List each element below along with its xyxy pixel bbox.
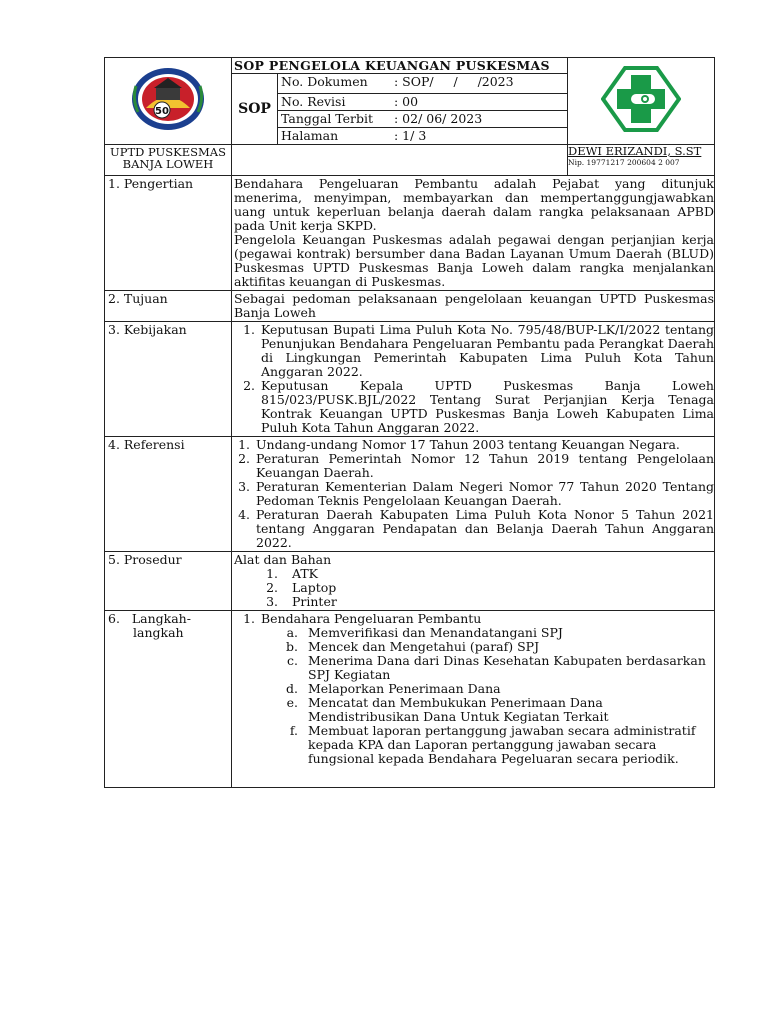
list-item: 1. Undang-undang Nomor 17 Tahun 2003 tentang Keuangan Negara. — [254, 438, 714, 452]
list-item: 3. Peraturan Kementerian Dalam Negeri Nomor 77 Tahun 2020 Tentang Pedoman Teknis Pengelolaan Keuangan Daerah. — [254, 480, 714, 508]
section-body-pengertian: Bendahara Pengeluaran Pembantu adalah Pejabat yang ditunjuk menerima, menyimpan, membayarkan dan mempertanggungjawabkan uang untuk keperluan belanja daerah dalam rangka pelaksanaan APBD pada Unit kerja SKPD. Pengelola Keuangan Puskesmas adalah pegawai dengan perjanjian kerja (pegawai kontrak) bersumber dana Badan Layanan Umum Daerah (BLUD) Puskesmas UPTD Puskesmas Banja Loweh dalam rangka menjalankan aktifitas keuangan di Puskesmas. — [232, 176, 715, 291]
health-logo-cell — [568, 58, 715, 145]
section-body-prosedur — [232, 552, 715, 611]
list-item: c. Menerima Dana dari Dinas Kesehatan Kabupaten berdasarkan SPJ Kegiatan — [302, 654, 714, 682]
meta-revision: No. Revisi : 00 — [278, 94, 568, 111]
meta-doc-number: No. Dokumen : SOP/ / /2023 — [278, 74, 568, 94]
list-item: 3. Printer — [282, 595, 714, 609]
list-item: d. Melaporkan Penerimaan Dana — [302, 682, 714, 696]
list-item: 4. Peraturan Daerah Kabupaten Lima Puluh Kota Nonor 5 Tahun 2021 tentang Anggaran Pendapatan dan Belanja Daerah Tahun Anggaran 2022. — [254, 508, 714, 550]
list-item: 2. Keputusan Kepala UPTD Puskesmas Banja Loweh 815/023/PUSK.BJL/2022 Tentang Surat Perjanjian Kerja Tenaga Kontrak Keuangan UPTD Puskesmas Banja Loweh Kabupaten Lima Puluh Kota Tahun Anggaran 2022. — [259, 379, 714, 435]
puskesmas-logo-icon — [601, 66, 681, 132]
org-name: UPTD PUSKESMAS BANJA LOWEH — [105, 145, 232, 176]
regency-emblem-icon — [130, 66, 206, 132]
section-body-referensi — [232, 437, 715, 552]
list-item: 1. Keputusan Bupati Lima Puluh Kota No. 795/48/BUP-LK/I/2022 tentang Penunjukan Bendahara Pengeluaran Pembantu pada Perangkat Daerah di Lingkungan Pemerintah Kabupaten Lima Puluh Kota Tahun Anggaran 2022. — [259, 323, 714, 379]
section-body-kebijakan — [232, 322, 715, 437]
sop-label: SOP — [232, 74, 278, 145]
list-item: 2. Peraturan Pemerintah Nomor 12 Tahun 2019 tentang Pengelolaan Keuangan Daerah. — [254, 452, 714, 480]
section-label-referensi: 4. Referensi — [105, 437, 232, 552]
list-item: e. Mencatat dan Membukukan Penerimaan Dana Mendistribusikan Dana Untuk Kegiatan Terkait — [302, 696, 714, 724]
blank-cell — [232, 145, 568, 176]
meta-issue-date: Tanggal Terbit : 02/ 06/ 2023 — [278, 111, 568, 128]
regency-emblem-cell — [105, 58, 232, 145]
section-label-langkah: 6. Langkah- langkah — [105, 611, 232, 788]
list-item: 1. ATK — [282, 567, 714, 581]
section-body-langkah — [232, 611, 715, 788]
list-item: b. Mencek dan Mengetahui (paraf) SPJ — [302, 640, 714, 654]
section-body-tujuan: Sebagai pedoman pelaksanaan pengelolaan keuangan UPTD Puskesmas Banja Loweh — [232, 291, 715, 322]
list-item: 2. Laptop — [282, 581, 714, 595]
document-title: SOP PENGELOLA KEUANGAN PUSKESMAS — [232, 58, 568, 74]
section-label-prosedur: 5. Prosedur — [105, 552, 232, 611]
sop-table — [104, 57, 715, 788]
emblem-number: 50 — [155, 106, 169, 117]
section-label-tujuan: 2. Tujuan — [105, 291, 232, 322]
signature-block — [568, 145, 715, 176]
sop-document — [104, 57, 714, 788]
signer-name: DEWI ERIZANDI, S.ST — [568, 144, 702, 158]
signer-nip: Nip. 19771217 200604 2 007 — [568, 158, 680, 167]
list-item: a. Memverifikasi dan Menandatangani SPJ — [302, 626, 714, 640]
step-title: 1. Bendahara Pengeluaran Pembantu — [259, 612, 714, 626]
section-label-pengertian: 1. Pengertian — [105, 176, 232, 291]
meta-page: Halaman : 1/ 3 — [278, 128, 568, 145]
section-label-kebijakan: 3. Kebijakan — [105, 322, 232, 437]
tools-heading: Alat dan Bahan — [234, 552, 332, 567]
list-item: f. Membuat laporan pertanggung jawaban secara administratif kepada KPA dan Laporan pertanggung jawaban secara fungsional kepada Bendahara Pegeluaran secara periodik. — [302, 724, 714, 766]
